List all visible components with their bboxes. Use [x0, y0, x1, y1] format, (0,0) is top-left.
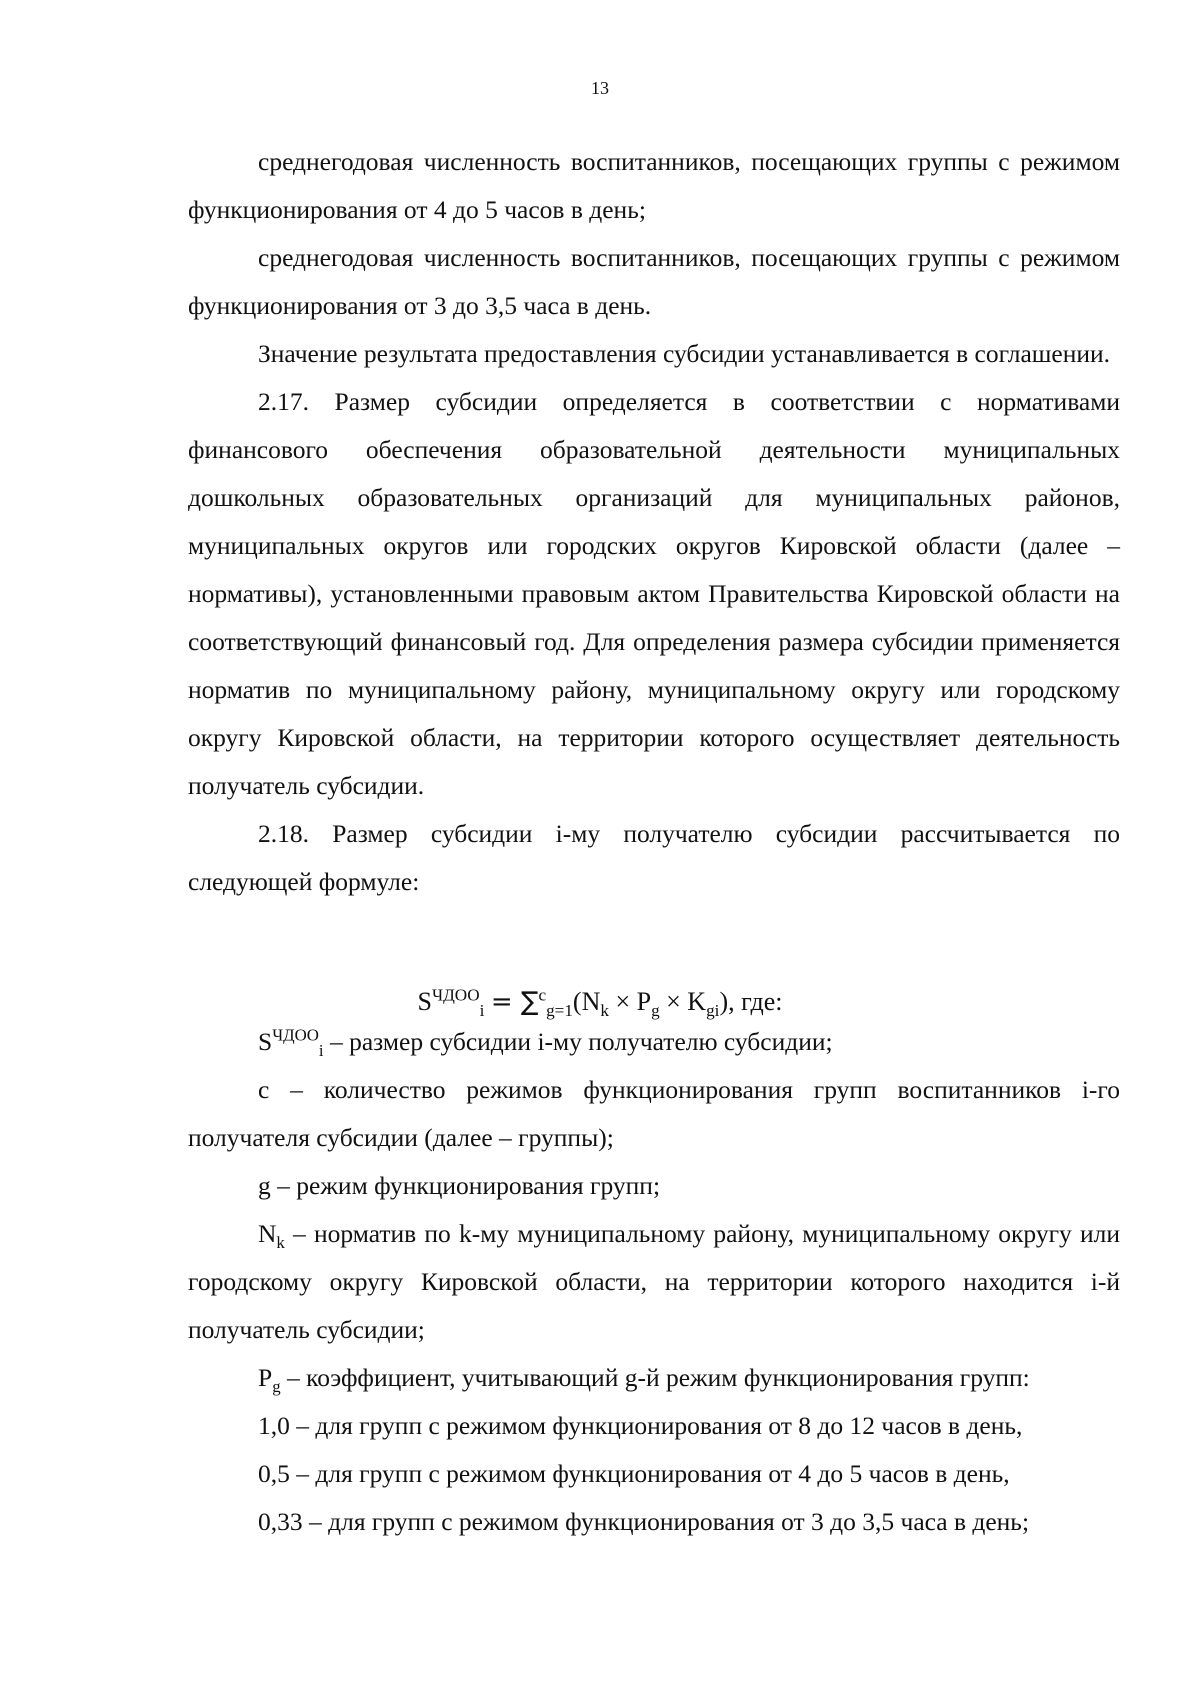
- definition-sup: ЧДОО: [272, 1025, 319, 1045]
- definition-c: c – количество режимов функционирования групп воспитанников i-го получателя субсидии (далее – группы);: [188, 1075, 1120, 1152]
- paragraph-line: в соглашении.: [956, 339, 1111, 368]
- formula-sum-sup: c: [538, 985, 547, 1005]
- formula-lhs-sup: ЧДОО: [431, 985, 480, 1005]
- definition-symbol: P: [258, 1363, 273, 1392]
- paragraph-line: среднегодовая численность воспитанников, посещающих группы: [258, 147, 988, 176]
- formula-k-sub: gi: [706, 1001, 720, 1021]
- formula-close: ),: [719, 987, 735, 1016]
- definition-symbol: S: [258, 1027, 273, 1056]
- formula-lhs: S: [417, 987, 432, 1016]
- paragraph-line: с режимом функционирования от 3 до 3,5 часа в день.: [188, 243, 1120, 320]
- page-number: 13: [591, 78, 609, 98]
- formula-sum-sub: g=1: [546, 1001, 573, 1021]
- paragraph-line: среднегодовая численность воспитанников, посещающих группы: [258, 243, 988, 272]
- coefficient-1-0: 1,0 – для групп с режимом функционирования от 8 до 12 часов в день,: [258, 1411, 1023, 1440]
- definition-text: – коэффициент, учитывающий g-й режим функционирования групп:: [280, 1363, 1030, 1392]
- intro-paragraphs: [188, 138, 1120, 906]
- coefficient-0-5: 0,5 – для групп с режимом функционирования от 4 до 5 часов в день,: [258, 1459, 1010, 1488]
- definition-sub: g: [272, 1377, 281, 1397]
- formula-n: (N: [572, 987, 601, 1016]
- formula-n-sub: k: [600, 1001, 609, 1021]
- formula-p-sub: g: [651, 1001, 660, 1021]
- definition-sub: k: [276, 1233, 285, 1253]
- definition-sub: i: [318, 1041, 324, 1061]
- formula-k: × K: [659, 987, 707, 1016]
- paragraph-avg-4-5: [188, 138, 1120, 234]
- paragraph-line: с режимом функционирования от 4 до 5 часов в день;: [188, 147, 1120, 224]
- definition-s: [188, 1018, 1120, 1066]
- section-2-18: 2.18. Размер субсидии i-му получателю субсидии рассчитывается по следующей формуле:: [188, 819, 1120, 896]
- definition-n: [188, 1210, 1120, 1354]
- definitions: [188, 1018, 1120, 1546]
- paragraph-result-value: [188, 330, 1120, 378]
- formula-tail: где:: [734, 987, 783, 1016]
- paragraph-avg-3-3.5: [188, 234, 1120, 330]
- definition-symbol: N: [258, 1219, 277, 1248]
- paragraph-line: Значение результата предоставления субсидии устанавливается: [258, 339, 950, 368]
- definition-p: [188, 1354, 1120, 1402]
- section-2-17: 2.17. Размер субсидии определяется в соответствии с нормативами финансового обеспечения образовательной деятельности муниципальных дошкольных образовательных организаций для муниципальных районов, муниципальных округов или городских округов Кировской области (далее – нормативы), установленными правовым актом Правительства Кировской области на соответствующий финансовый год. Для определения размера субсидии применяется норматив по муниципальному району, муниципальному округу или городскому округу Кировской области, на территории которого осуществляет деятельность получатель субсидии.: [188, 387, 1120, 800]
- formula-sum-sign: = ∑: [490, 987, 539, 1017]
- coefficient-0-33: 0,33 – для групп с режимом функционирования от 3 до 3,5 часа в день;: [258, 1507, 1030, 1536]
- definition-text: – размер субсидии i-му получателю субсидии;: [323, 1027, 833, 1056]
- definition-text: – норматив по k-му муниципальному району, муниципальному округу или городскому округу Кировской области, на территории которого находится i-й получатель субсидии;: [188, 1219, 1120, 1344]
- formula-lhs-sub: i: [479, 1001, 485, 1021]
- formula-p: × P: [608, 987, 652, 1016]
- definition-g: g – режим функционирования групп;: [258, 1171, 661, 1200]
